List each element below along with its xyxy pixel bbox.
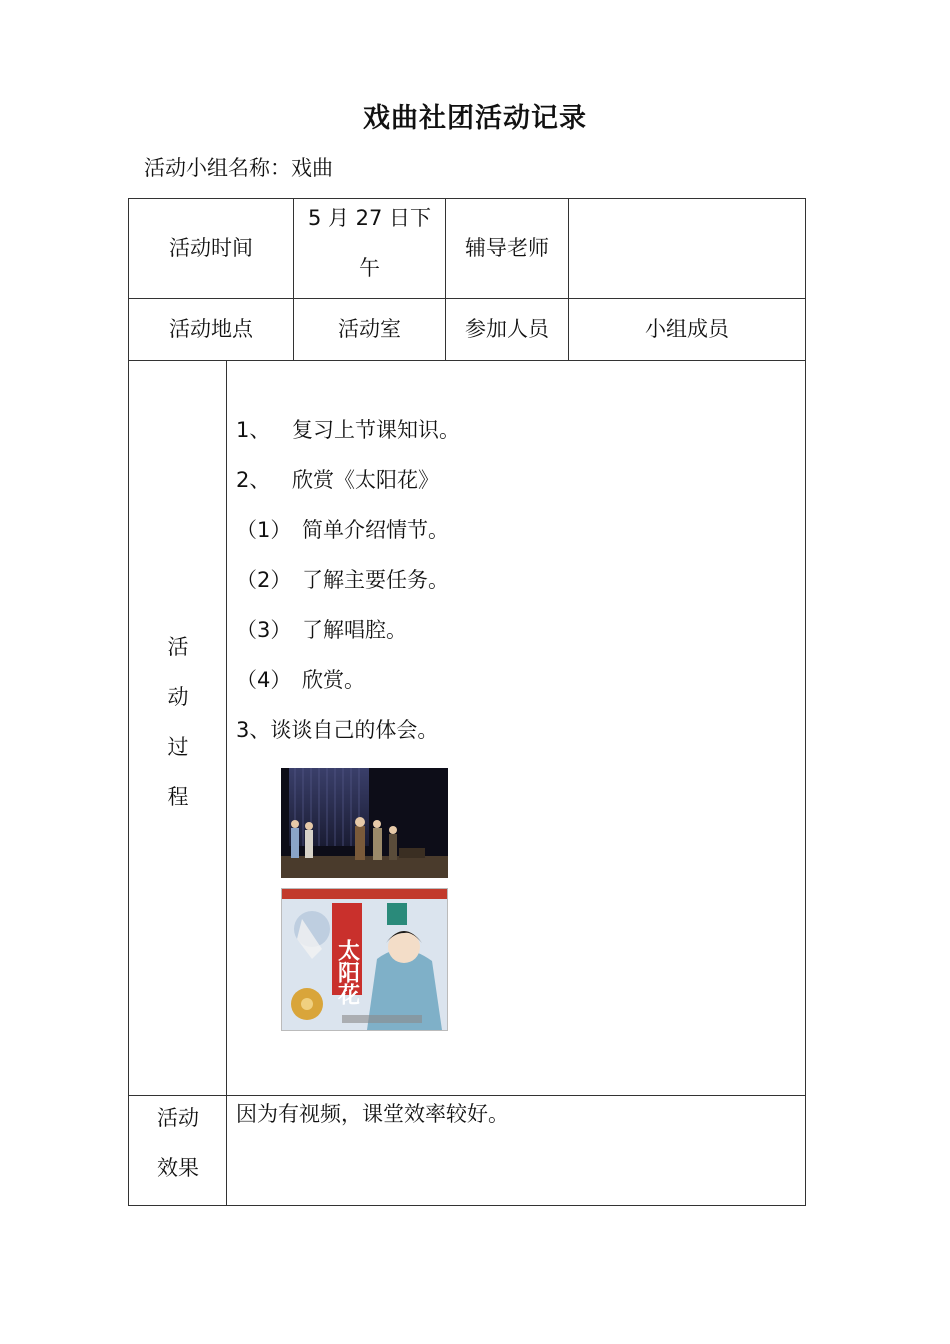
substep-number: （4）	[236, 668, 292, 692]
step-number: 1、	[236, 418, 271, 442]
substep-number: （1）	[236, 518, 292, 542]
substep-text: 了解主要任务。	[302, 568, 449, 592]
step-number: 2、	[236, 468, 271, 492]
table-col-divider	[226, 360, 227, 1206]
step-item	[236, 405, 460, 455]
substep-text: 欣赏。	[302, 668, 365, 692]
step-item: 3、谈谈自己的体会。	[236, 718, 439, 742]
effect-label-line: 活动	[157, 1106, 199, 1130]
substep-item	[236, 655, 460, 705]
effect-value: 因为有视频，课堂效率较好。	[236, 1102, 509, 1126]
substep-item	[236, 605, 460, 655]
table-row-divider	[128, 1095, 806, 1096]
place-value: 活动室	[338, 316, 401, 341]
substep-text: 了解唱腔。	[302, 618, 407, 642]
effect-label	[130, 1093, 226, 1193]
stage-performance-photo	[281, 768, 448, 878]
group-name-label: 活动小组名称：	[144, 156, 291, 180]
place-label: 活动地点	[169, 316, 253, 341]
process-label	[130, 622, 226, 822]
teacher-value	[569, 199, 805, 298]
process-label-char: 程	[167, 785, 189, 809]
time-value-line2: 午	[359, 256, 380, 280]
table-border-bottom	[128, 1205, 806, 1206]
substep-item	[236, 505, 460, 555]
page-title: 戏曲社团活动记录	[363, 103, 587, 134]
opera-cd-cover	[281, 888, 448, 1031]
time-label: 活动时间	[169, 235, 253, 260]
effect-label-line: 效果	[157, 1156, 199, 1180]
step-text: 欣赏《太阳花》	[292, 468, 439, 492]
table-border-right	[805, 198, 806, 1206]
time-value	[294, 193, 445, 298]
process-label-char: 动	[167, 685, 189, 709]
process-label-char: 过	[167, 735, 189, 759]
substep-text: 简单介绍情节。	[302, 518, 449, 542]
cd-title-text: 太阳花	[334, 939, 360, 1005]
members-label: 参加人员	[465, 316, 549, 341]
teacher-label: 辅导老师	[465, 235, 549, 260]
group-name-value: 戏曲	[291, 156, 333, 180]
substep-number: （3）	[236, 618, 292, 642]
step-item	[236, 455, 460, 505]
members-value: 小组成员	[645, 316, 729, 341]
step-text: 复习上节课知识。	[292, 418, 460, 442]
process-label-char: 活	[167, 635, 189, 659]
table-row-divider	[128, 360, 806, 361]
process-steps	[236, 405, 460, 755]
substep-item	[236, 555, 460, 605]
time-value-line1: 5 月 27 日下	[307, 206, 432, 230]
substep-number: （2）	[236, 568, 292, 592]
